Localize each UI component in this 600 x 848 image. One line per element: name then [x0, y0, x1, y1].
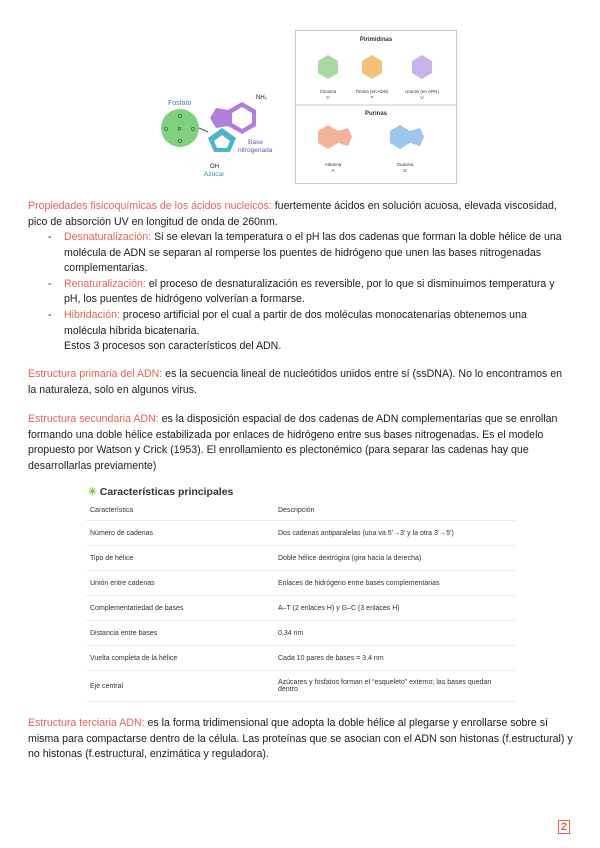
svg-text:Uracilo (en ARN): Uracilo (en ARN)	[405, 89, 439, 94]
table-row: Complementariedad de bases A–T (2 enlaces H) y G–C (3 enlaces H)	[86, 596, 516, 621]
table-row: Tipo de hélice Doble hélice dextrógira (gira hacia la derecha)	[86, 546, 516, 571]
svg-text:T: T	[370, 95, 374, 100]
svg-text:O: O	[178, 114, 182, 120]
characteristics-table	[86, 500, 516, 702]
table-row: Número de cadenas Dos cadenas antiparalelas (una va 5'→3' y la otra 3'→5')	[86, 521, 516, 546]
svg-text:G: G	[403, 168, 407, 173]
table-row: Eje central Azúcares y fosfatos forman el “esqueleto” externo; las bases quedan dentro	[86, 671, 516, 702]
list-item: - Renaturalización: el proceso de desnaturalización es reversible, por lo que si disminuimos temperatura y pH, los puentes de hidrógeno volverían a formarse.	[48, 277, 555, 306]
table-row: Unión entre cadenas Enlaces de hidrógeno entre bases complementarias	[86, 571, 516, 596]
list-item: - Hibridación: proceso artificial por el cual a partir de dos moléculas monocatenarias obtenemos una molécula híbrida bicatenaria.	[48, 308, 527, 337]
thymine-ring	[362, 55, 382, 79]
purines-title: Purinas	[364, 111, 388, 117]
svg-text:O: O	[191, 127, 195, 133]
adenine-ring	[318, 125, 338, 149]
base-label: Base	[248, 139, 263, 146]
svg-text:Guanina: Guanina	[396, 162, 414, 167]
sparkle-icon: ✳	[88, 486, 97, 498]
table-row: Vuelta completa de la hélice Cada 10 pares de bases = 3,4 nm	[86, 646, 516, 671]
svg-text:O: O	[178, 139, 182, 145]
svg-text:Citosina: Citosina	[319, 89, 337, 94]
cytosine-ring	[318, 55, 338, 79]
svg-text:C: C	[326, 95, 330, 100]
tertiary-structure-paragraph: Estructura terciaria ADN: es la forma tridimensional que adopta la doble hélice al plegarse y enrollarse sobre sí misma para compactarse dentro de la célula. Las proteínas que se asocian con el ADN son histonas (f.estructural) y no histonas (f.estructural, enzimática y reguladora).	[28, 717, 573, 761]
svg-text:NH₂: NH₂	[256, 95, 267, 101]
table-header-row: Característica Descripción	[86, 500, 516, 521]
svg-text:A: A	[331, 168, 335, 173]
secondary-structure-paragraph: Estructura secundaria ADN: es la disposición espacial de dos cadenas de ADN complementarias que se enrollan formando una doble hélice estabilizada por enlaces de hidrógeno entre sus bases nitrogenadas. Es el modelo propuesto por Watson y Crick (1953). El enrollamiento es plectonémico (para separar las cadenas hay que desarrollarlas previamente)	[28, 413, 558, 472]
table-row: Distancia entre bases 0,34 nm	[86, 621, 516, 646]
svg-text:Adenina: Adenina	[324, 162, 342, 167]
svg-text:O: O	[164, 127, 168, 133]
nucleotide-diagram	[150, 88, 295, 183]
nitrogen-bases-figure	[295, 30, 457, 184]
process-list	[48, 230, 564, 355]
primary-structure-paragraph: Estructura primaria del ADN: es la secuencia lineal de nucleótidos unidos entre sí (ssDNA). No lo encontramos en la naturaleza, solo en algunos virus.	[28, 368, 563, 396]
pyrimidines-title: Pirimidinas	[359, 37, 393, 43]
properties-title: Propiedades fisicoquímicas de los ácidos nucleicos:	[28, 200, 272, 212]
uracil-ring	[412, 55, 432, 79]
list-item: - Desnaturalización: Si se elevan la temperatura o el pH las dos cadenas que forman la doble hélice de una molécula de ADN se separan al romperse los puentes de hidrógeno que unen las bases nitrogenadas complementarias.	[48, 231, 562, 275]
page-number: 2	[558, 820, 570, 834]
sugar-label: Azúcar	[204, 171, 225, 178]
base-ring-5	[210, 108, 228, 128]
guanine-ring	[390, 125, 410, 149]
phosphate-label: Fosfato	[168, 100, 192, 107]
svg-text:P: P	[178, 127, 182, 133]
svg-text:OH: OH	[210, 164, 219, 170]
svg-text:U: U	[420, 95, 424, 100]
bullet-note: Estos 3 procesos son característicos del ADN.	[64, 340, 282, 353]
table-title: ✳ Características principales	[88, 486, 234, 498]
svg-text:Timina (en ADN): Timina (en ADN)	[355, 89, 389, 94]
svg-text:nitrogenada: nitrogenada	[238, 147, 273, 154]
properties-paragraph: Propiedades fisicoquímicas de los ácidos nucleicos: fuertemente ácidos en solución acuosa, elevada viscosidad, pico de absorción UV en longitud de onda de 260nm.	[28, 200, 557, 228]
